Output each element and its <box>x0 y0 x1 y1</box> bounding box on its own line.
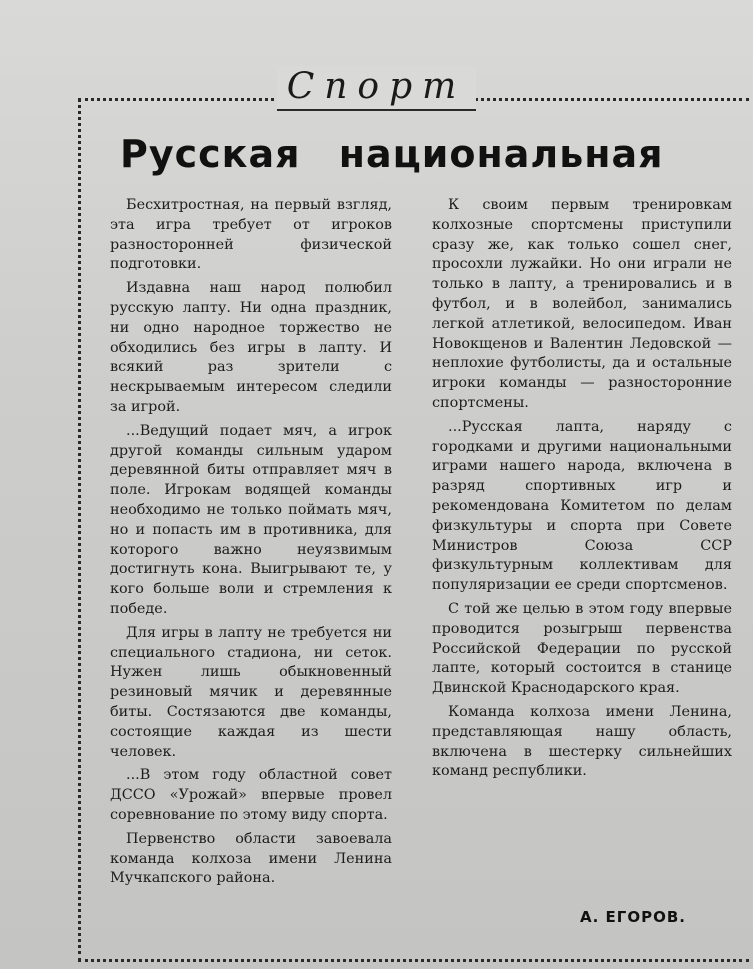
author-signature: А. ЕГОРОВ. <box>580 908 686 926</box>
paragraph: ...Ведущий подает мяч, а игрок другой команды сильным ударом деревянной биты отправляет мяч в поле. Игрокам водящей команды необходимо не только поймать мяч, но и попасть им в противника, для которого важно неуязвимым достигнуть кона. Выигрывают те, у кого больше воли и стремления к победе. <box>110 422 392 617</box>
paragraph: ...Русская лапта, наряду с городками и другими национальными играми нашего народа, включена в разряд спортивных игр и рекомендована Комитетом по делам физкультуры и спорта при Совете Министров Союза ССР физкультурным коллективам для популяризации ее среди спортсменов. <box>432 418 732 594</box>
right-column <box>432 196 732 786</box>
paragraph: Бесхитростная, на первый взгляд, эта игра требует от игроков разносторонней физической подготовки. <box>110 197 392 273</box>
rubric-title: Спорт <box>277 66 477 111</box>
paragraph: ...В этом году областной совет ДССО «Урожай» впервые провел соревнование по этому виду спорта. <box>110 767 392 823</box>
section-rubric <box>0 66 753 111</box>
paragraph: Команда колхоза имени Ленина, представляющая нашу область, включена в шестерку сильнейших команд республики. <box>432 703 732 780</box>
article-headline: Русская национальная <box>120 132 664 176</box>
paragraph: Издавна наш народ полюбил русскую лапту. Ни одна праздник, ни одно народное торжество не обходились без игры в лапту. И всякий раз зрители с нескрываемым интересом следили за игрой. <box>110 280 392 415</box>
paragraph: Для игры в лапту не требуется ни специального стадиона, ни сеток. Нужен лишь обыкновенный резиновый мячик и деревянные биты. Состязаются две команды, состоящие каждая из шести человек. <box>110 624 392 760</box>
left-column <box>110 196 392 893</box>
paragraph: С той же целью в этом году впервые проводится розыгрыш первенства Российской Федерации по русской лапте, который состоится в станице Двинской Краснодарского края. <box>432 600 732 697</box>
paragraph: Первенство области завоевала команда колхоза имени Ленина Мучкапского района. <box>110 830 392 887</box>
paragraph: К своим первым тренировкам колхозные спортсмены приступили сразу же, как только сошел снег, просохли лужайки. Но они играли не только в лапту, а тренировались и в футбол, и в волейбол, занимались легкой атлетикой, велосипедом. Иван Новокщенов и Валентин Ледовской — неплохие футболисты, да и остальные игроки команды — разносторонние спортсмены. <box>432 197 732 411</box>
